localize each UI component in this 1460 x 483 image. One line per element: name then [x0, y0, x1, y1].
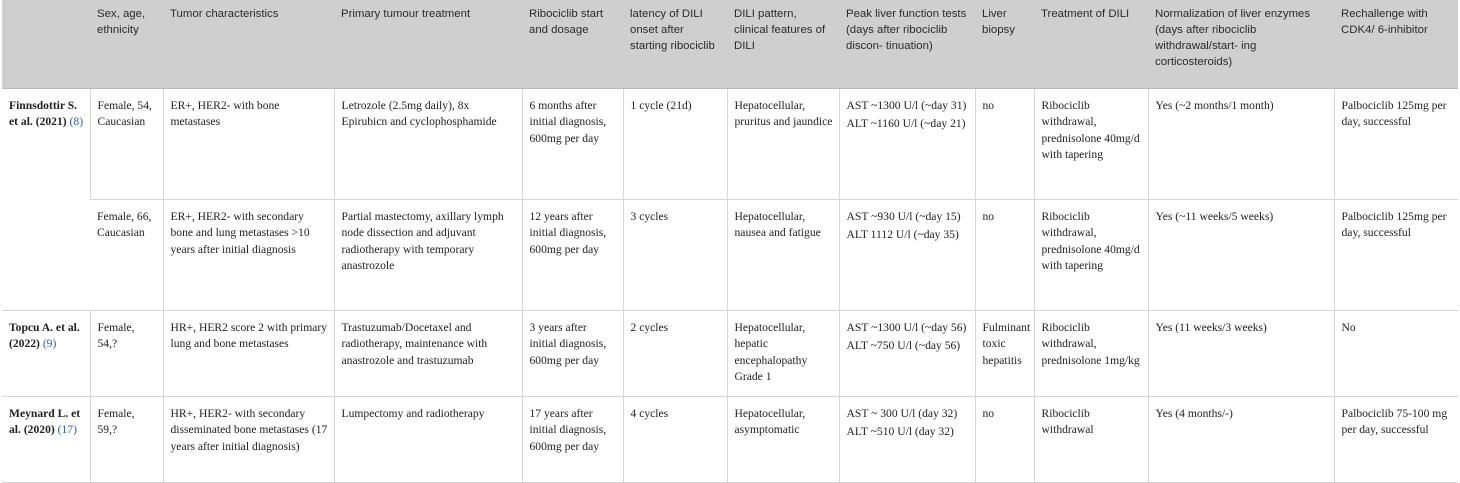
peak-alt: ALT ~1160 U/l (~day 21): [846, 117, 966, 131]
header-ribociclib-start: Ribociclib start and dosage: [522, 0, 623, 89]
peak-alt: ALT ~750 U/l (~day 56): [846, 339, 961, 353]
reference-link[interactable]: (17): [57, 423, 77, 437]
latency-cell: 1 cycle (21d): [623, 89, 727, 200]
study-cell: [2, 89, 90, 311]
header-sex-age: Sex, age, ethnicity: [90, 0, 163, 89]
peak-ast: AST ~ 300 U/l (day 32): [846, 407, 958, 420]
dili-pattern-cell: Hepatocellular, pruritus and jaundice: [727, 89, 839, 200]
peak-ast: AST ~1300 U/l (~day 31): [846, 99, 967, 112]
header-latency: latency of DILI onset after starting ribociclib: [623, 0, 727, 89]
latency-cell: 4 cycles: [623, 397, 727, 483]
sex-age-cell: Female, 59,?: [90, 397, 163, 483]
ribociclib-start-cell: 12 years after initial diagnosis, 600mg per day: [522, 200, 623, 311]
tumor-cell: ER+, HER2- with secondary bone and lung metastases >10 years after initial diagnosis: [163, 200, 334, 311]
sex-age-cell: Female, 54,?: [90, 311, 163, 397]
liver-biopsy-cell: no: [975, 200, 1034, 311]
table-row: [2, 397, 1458, 483]
table-row: [2, 89, 1458, 200]
tumor-cell: ER+, HER2- with bone metastases: [163, 89, 334, 200]
tumor-cell: HR+, HER2 score 2 with primary lung and bone metastases: [163, 311, 334, 397]
table-row: [2, 311, 1458, 397]
header-dili-treatment: Treatment of DILI: [1034, 0, 1148, 89]
dili-pattern-cell: Hepatocellular, asymptomatic: [727, 397, 839, 483]
peak-lft-cell: [839, 311, 975, 397]
peak-ast: AST ~930 U/l (~day 15): [846, 210, 961, 223]
header-peak-lft: Peak liver function tests (days after ribociclib discon- tinuation): [839, 0, 975, 89]
study-cell: [2, 397, 90, 483]
study-name: Finnsdottir S. et al. (2021): [9, 99, 78, 129]
normalization-cell: Yes (4 months/-): [1148, 397, 1334, 483]
primary-treatment-cell: Partial mastectomy, axillary lymph node dissection and adjuvant radiotherapy with temporary anastrozole: [334, 200, 522, 311]
liver-biopsy-cell: no: [975, 397, 1034, 483]
dili-treatment-cell: Ribociclib withdrawal: [1034, 397, 1148, 483]
rechallenge-cell: Palbociclib 125mg per day, successful: [1334, 200, 1458, 311]
normalization-cell: Yes (~11 weeks/5 weeks): [1148, 200, 1334, 311]
normalization-cell: Yes (~2 months/1 month): [1148, 89, 1334, 200]
dili-pattern-cell: Hepatocellular, hepatic encephalopathy Grade 1: [727, 311, 839, 397]
tumor-cell: HR+, HER2- with secondary disseminated bone metastases (17 years after initial diagnosis): [163, 397, 334, 483]
peak-alt: ALT ~510 U/l (day 32): [846, 425, 954, 439]
case-reports-table: [2, 0, 1458, 483]
liver-biopsy-cell: no: [975, 89, 1034, 200]
peak-alt: ALT 1112 U/l (~day 35): [846, 228, 959, 242]
header-normalization: Normalization of liver enzymes (days after ribociclib withdrawal/start- ing corticosteroids): [1148, 0, 1334, 89]
primary-treatment-cell: Letrozole (2.5mg daily), 8x Epirubicn and cyclophosphamide: [334, 89, 522, 200]
peak-lft-cell: [839, 200, 975, 311]
sex-age-cell: Female, 66, Caucasian: [90, 200, 163, 311]
reference-link[interactable]: (9): [42, 337, 57, 351]
table-row: [2, 200, 1458, 311]
rechallenge-cell: Palbociclib 125mg per day, successful: [1334, 89, 1458, 200]
sex-age-cell: Female, 54, Caucasian: [90, 89, 163, 200]
reference-link[interactable]: (8): [69, 115, 84, 129]
dili-pattern-cell: Hepatocellular, nausea and fatigue: [727, 200, 839, 311]
ribociclib-start-cell: 3 years after initial diagnosis, 600mg per day: [522, 311, 623, 397]
normalization-cell: Yes (11 weeks/3 weeks): [1148, 311, 1334, 397]
header-tumor: Tumor characteristics: [163, 0, 334, 89]
header-primary-treatment: Primary tumour treatment: [334, 0, 522, 89]
header-row: [2, 0, 1458, 89]
primary-treatment-cell: Trastuzumab/Docetaxel and radiotherapy, maintenance with anastrozole and trastuzumab: [334, 311, 522, 397]
header-study: [2, 0, 90, 89]
dili-treatment-cell: Ribociclib withdrawal, prednisolone 40mg/d with tapering: [1034, 200, 1148, 311]
liver-biopsy-cell: Fulminant toxic hepatitis: [975, 311, 1034, 397]
header-rechallenge: Rechallenge with CDK4/ 6-inhibitor: [1334, 0, 1458, 89]
ribociclib-start-cell: 6 months after initial diagnosis, 600mg per day: [522, 89, 623, 200]
rechallenge-cell: Palbociclib 75-100 mg per day, successful: [1334, 397, 1458, 483]
study-cell: [2, 311, 90, 397]
latency-cell: 3 cycles: [623, 200, 727, 311]
peak-lft-cell: [839, 397, 975, 483]
header-dili-pattern: DILI pattern, clinical features of DILI: [727, 0, 839, 89]
dili-treatment-cell: Ribociclib withdrawal, prednisolone 40mg/d with tapering: [1034, 89, 1148, 200]
dili-treatment-cell: Ribociclib withdrawal, prednisolone 1mg/kg: [1034, 311, 1148, 397]
peak-ast: AST ~1300 U/l (~day 56): [846, 321, 967, 334]
primary-treatment-cell: Lumpectomy and radiotherapy: [334, 397, 522, 483]
latency-cell: 2 cycles: [623, 311, 727, 397]
peak-lft-cell: [839, 89, 975, 200]
study-name: Meynard L. et al. (2020): [9, 407, 81, 437]
rechallenge-cell: No: [1334, 311, 1458, 397]
ribociclib-start-cell: 17 years after initial diagnosis, 600mg per day: [522, 397, 623, 483]
header-liver-biopsy: Liver biopsy: [975, 0, 1034, 89]
study-name: Topcu A. et al. (2022): [9, 321, 80, 351]
